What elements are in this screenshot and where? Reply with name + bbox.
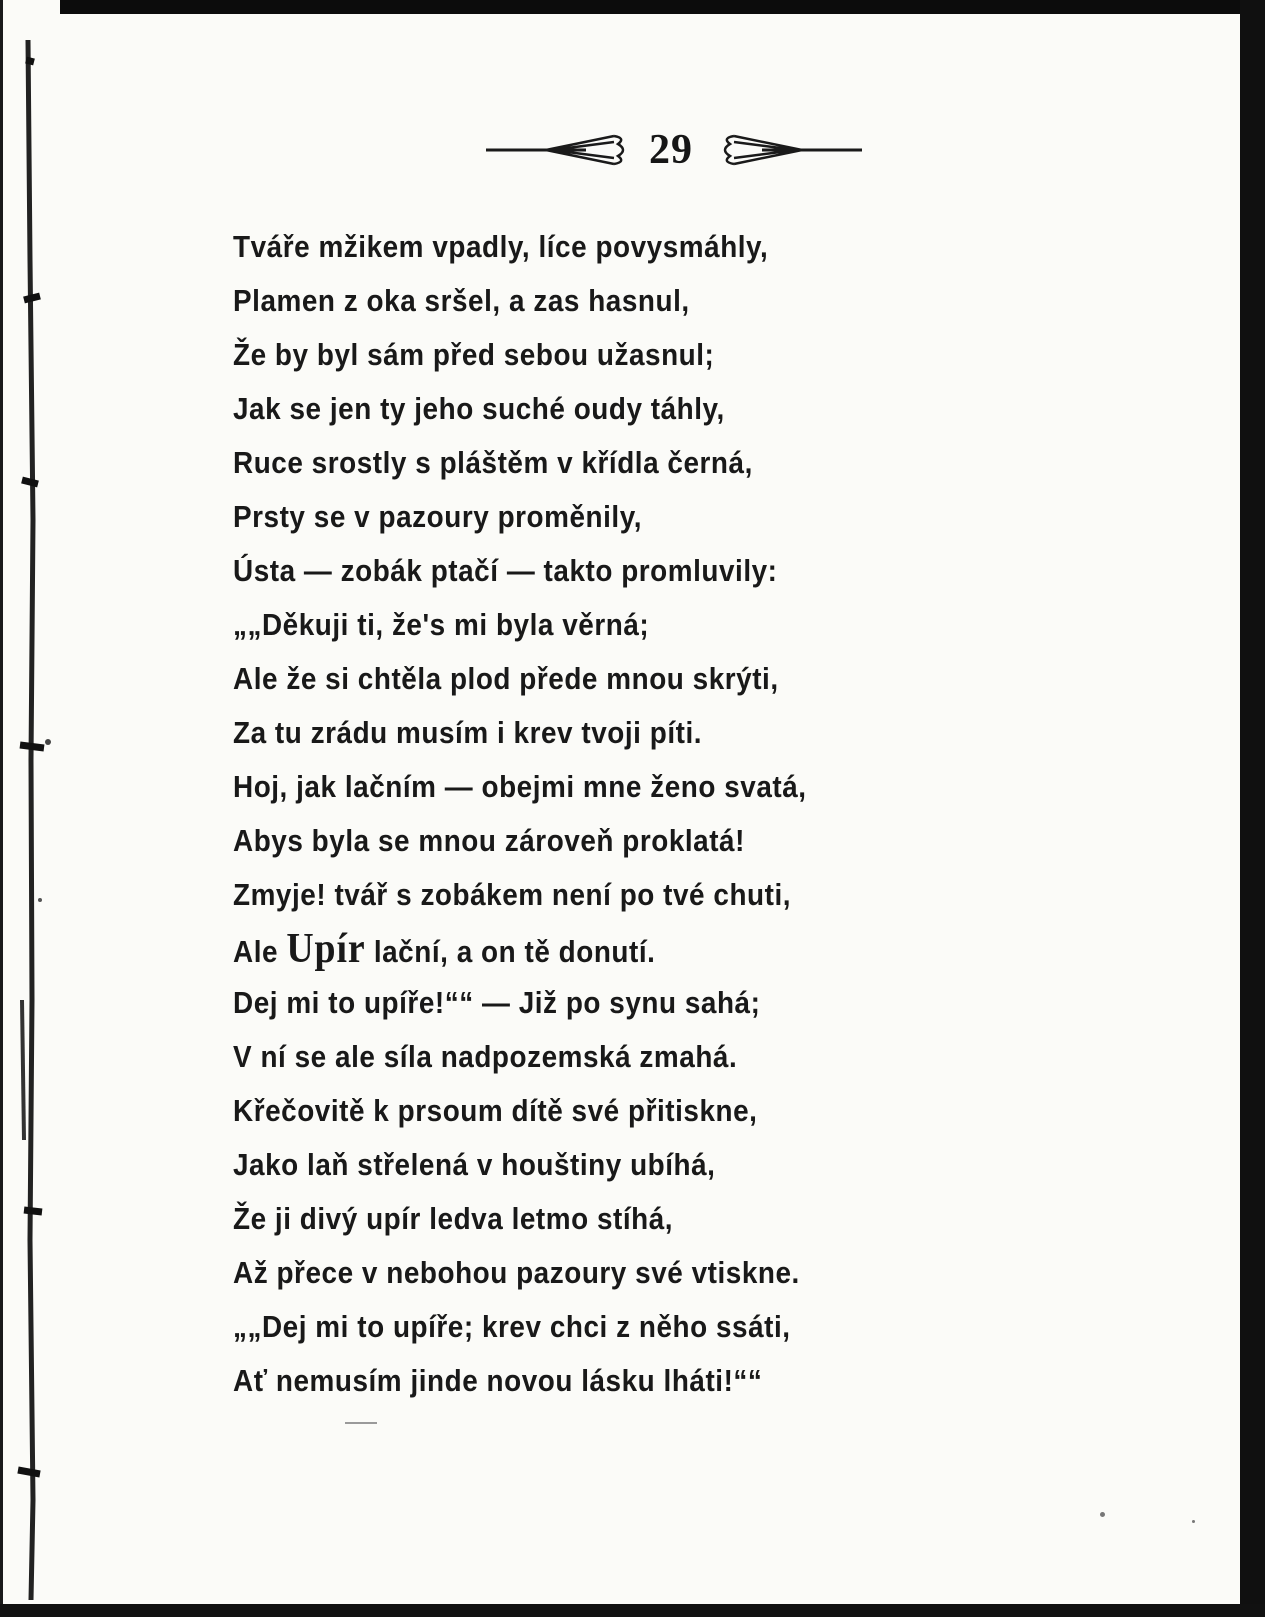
poem-line: „„Děkuji ti, že's mi byla věrná; [233,607,650,642]
poem-line-start: Ale [233,934,287,969]
page-edge-right [1240,0,1265,1617]
paper-speck [1100,1512,1105,1517]
poem-line: Až přece v nebohou pazoury své vtiskne. [233,1255,800,1290]
page-number: 29 [649,127,693,173]
poem-line: Jako laň střelená v houštiny ubíhá, [233,1147,716,1182]
paper-speck [1192,1520,1195,1523]
poem-line: „„Dej mi to upíře; krev chci z něho ssáti, [233,1309,791,1344]
binding-threads [0,0,60,1617]
arrow-ornament-left-icon [486,130,644,170]
end-rule [345,1422,377,1424]
poem-line: Že ji divý upír ledva letmo stíhá, [233,1201,674,1236]
poem-line: Prsty se v pazoury proměnily, [233,499,642,534]
poem-line: Jak se jen ty jeho suché oudy táhly, [233,391,725,426]
poem-line: Dej mi to upíře!““ — Již po synu sahá; [233,985,761,1020]
emphasized-word: Upír [286,926,366,972]
poem-text [233,220,917,1408]
poem-line-emphasis [233,922,917,976]
poem-line: Ať nemusím jinde novou lásku lháti!““ [233,1363,763,1398]
poem-line: Hoj, jak lačním — obejmi mne ženo svatá, [233,769,807,804]
poem-line: Abys byla se mnou zároveň proklatá! [233,823,745,858]
poem-line: Že by byl sám před sebou užasnul; [233,337,715,372]
page-header [480,124,860,184]
poem-line: Tváře mžikem vpadly, líce povysmáhly, [233,229,769,264]
poem-line: Ale že si chtěla plod přede mnou skrýti, [233,661,779,696]
poem-line: Zmyje! tvář s zobákem není po tvé chuti, [233,877,792,912]
poem-line: Za tu zrádu musím i krev tvoji píti. [233,715,703,750]
page-edge-bottom [0,1604,1265,1617]
poem-line: Plamen z oka sršel, a zas hasnul, [233,283,690,318]
poem-line-end: lační, a on tě donutí. [365,934,656,969]
poem-line: V ní se ale síla nadpozemská zmahá. [233,1039,738,1074]
poem-line: Ruce srostly s pláštěm v křídla černá, [233,445,753,480]
arrow-ornament-right-icon [704,130,862,170]
poem-line: Křečovitě k prsoum dítě své přitiskne, [233,1093,758,1128]
poem-line: Ústa — zobák ptačí — takto promluvily: [233,553,778,588]
